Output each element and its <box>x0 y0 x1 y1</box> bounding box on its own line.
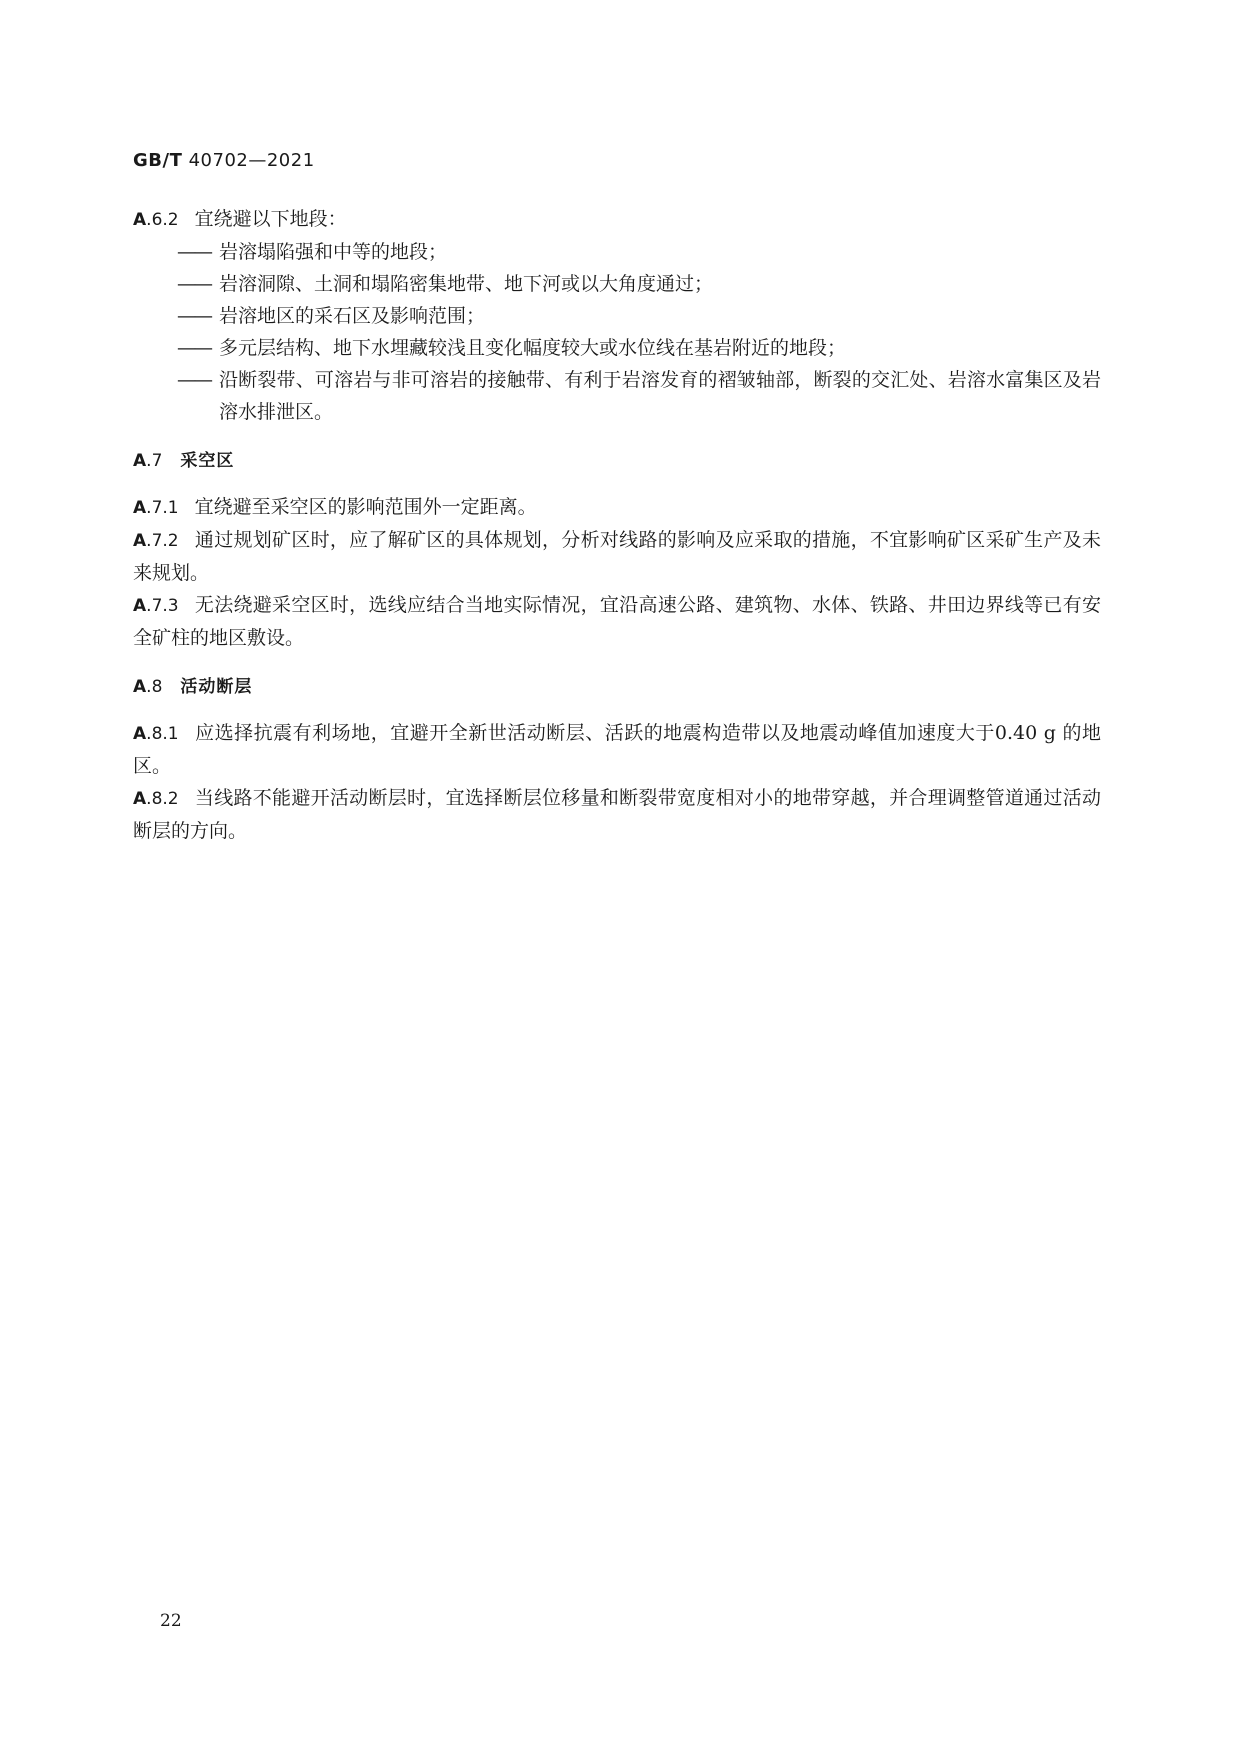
section-title: 采空区 <box>180 451 235 471</box>
section-title: 活动断层 <box>180 677 253 697</box>
clause-number: A.8.2 <box>133 789 179 809</box>
page-number: 22 <box>160 1611 182 1631</box>
list-item-text: 多元层结构、地下水埋藏较浅且变化幅度较大或水位线在基岩附近的地段； <box>219 337 847 359</box>
standard-code-header <box>133 150 315 171</box>
clause-number: A.7.3 <box>133 596 179 616</box>
clause-number: A.8.1 <box>133 724 179 744</box>
clause-text: 通过规划矿区时，应了解矿区的具体规划，分析对线路的影响及应采取的措施，不宜影响矿区采矿生产及未来规划。 <box>133 529 1101 584</box>
clause-a-7-1 <box>133 491 1101 524</box>
clause-a-7-2 <box>133 524 1101 589</box>
list-item <box>133 236 1101 268</box>
standard-code-number: 40702—2021 <box>182 150 315 171</box>
list-dash: —— <box>177 273 211 295</box>
clause-a-8-1 <box>133 717 1101 782</box>
list-item-text: 岩溶塌陷强和中等的地段； <box>219 241 448 263</box>
section-number: A.8 <box>133 677 163 697</box>
clause-number: A.7.1 <box>133 498 179 518</box>
list-item-text: 岩溶地区的采石区及影响范围； <box>219 305 486 327</box>
clause-a-8-2 <box>133 782 1101 847</box>
clause-a-6-2 <box>133 203 1101 236</box>
clause-number: A.7.2 <box>133 531 179 551</box>
section-heading-a-7 <box>133 445 1101 477</box>
list-item <box>133 364 1101 428</box>
clause-number: A.6.2 <box>133 210 179 230</box>
clause-text: 当线路不能避开活动断层时，宜选择断层位移量和断裂带宽度相对小的地带穿越，并合理调整管道通过活动断层的方向。 <box>133 787 1101 842</box>
list-dash: —— <box>177 369 211 391</box>
section-number: A.7 <box>133 451 163 471</box>
list-item <box>133 300 1101 332</box>
clause-text: 无法绕避采空区时，选线应结合当地实际情况，宜沿高速公路、建筑物、水体、铁路、井田边界线等已有安全矿柱的地区敷设。 <box>133 594 1101 649</box>
standard-code-prefix: GB/T <box>133 150 183 171</box>
clause-text: 应选择抗震有利场地，宜避开全新世活动断层、活跃的地震构造带以及地震动峰值加速度大于0.40 g 的地区。 <box>133 722 1101 777</box>
list-item-text: 岩溶洞隙、土洞和塌陷密集地带、地下河或以大角度通过； <box>219 273 714 295</box>
list-item-text: 沿断裂带、可溶岩与非可溶岩的接触带、有利于岩溶发育的褶皱轴部，断裂的交汇处、岩溶水富集区及岩溶水排泄区。 <box>219 369 1101 423</box>
section-heading-a-8 <box>133 671 1101 703</box>
list-item <box>133 268 1101 300</box>
list-dash: —— <box>177 241 211 263</box>
list-dash: —— <box>177 337 211 359</box>
document-body <box>133 203 1101 847</box>
list-dash: —— <box>177 305 211 327</box>
clause-text: 宜绕避以下地段： <box>194 208 347 230</box>
clause-a-7-3 <box>133 589 1101 654</box>
clause-text: 宜绕避至采空区的影响范围外一定距离。 <box>194 496 537 518</box>
list-item <box>133 332 1101 364</box>
